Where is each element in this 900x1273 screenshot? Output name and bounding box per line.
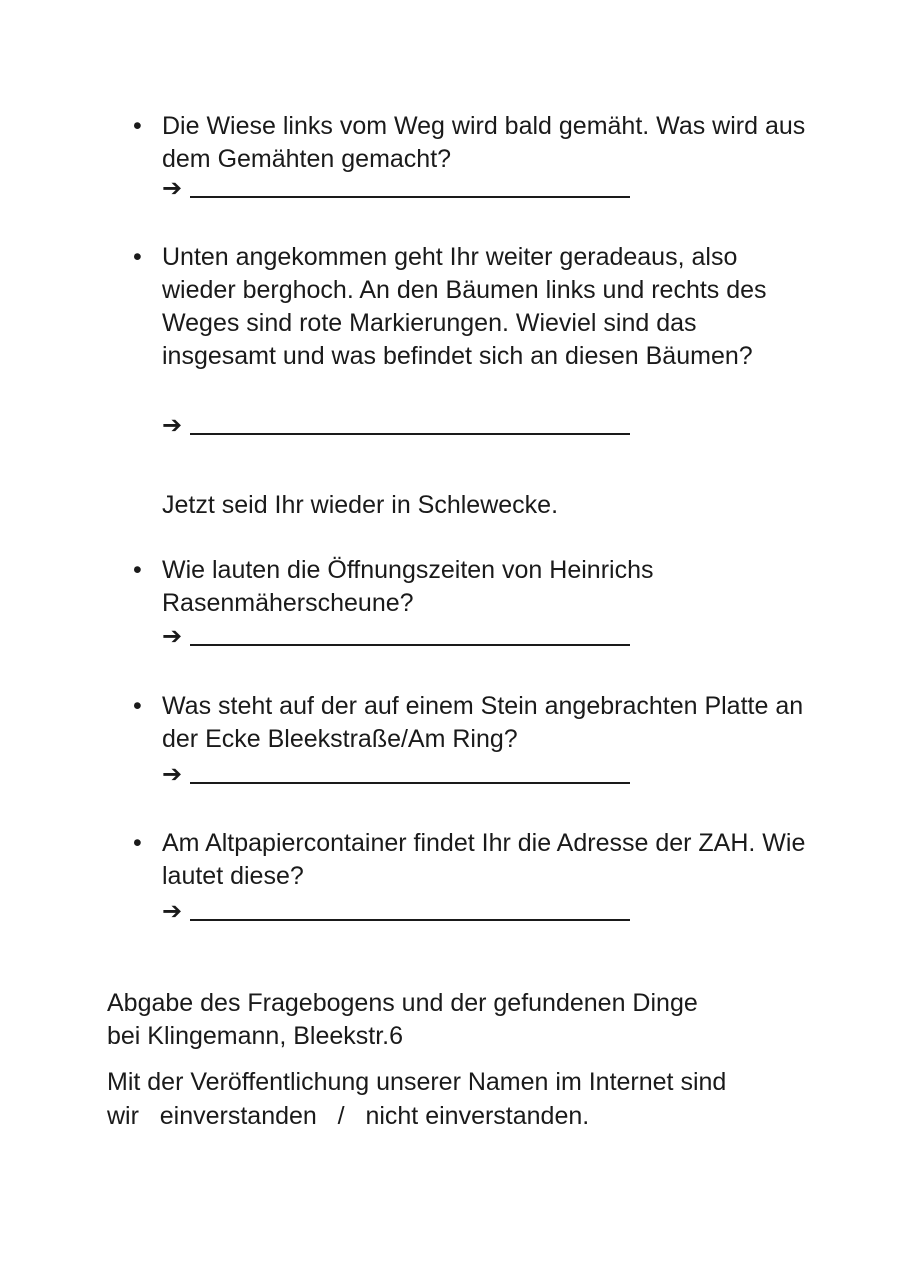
question-text: Wie lauten die Öffnungszeiten von Heinrichs Rasenmäherscheune?: [162, 556, 654, 617]
answer-line-1[interactable]: [162, 174, 632, 207]
blank-line: [190, 782, 630, 784]
answer-line-3[interactable]: [162, 622, 632, 655]
abgabe-line-1: Abgabe des Fragebogens und der gefundenen Dinge: [107, 989, 698, 1017]
blank-line: [190, 644, 630, 646]
question-5: [133, 827, 813, 893]
question-1: [133, 110, 813, 176]
answer-line-2[interactable]: [162, 411, 632, 444]
bullet: •: [133, 243, 142, 271]
question-2: [133, 241, 813, 406]
question-4: [133, 690, 813, 756]
question-3: [133, 554, 813, 620]
question-text: Unten angekommen geht Ihr weiter geradeaus, also wieder berghoch. An den Bäumen links und rechts des Weges sind rote Markierungen. Wieviel sind das insgesamt und was befindet sich an diesen Bäumen?: [162, 243, 767, 370]
consent-line-2[interactable]: wir einverstanden / nicht einverstanden.: [107, 1102, 590, 1130]
arrow-right-icon: ➔: [162, 760, 183, 788]
bullet: •: [133, 692, 142, 720]
question-text: Am Altpapiercontainer findet Ihr die Adresse der ZAH. Wie lautet diese?: [162, 829, 806, 890]
blank-line: [190, 919, 630, 921]
answer-line-5[interactable]: [162, 897, 632, 930]
bullet: •: [133, 556, 142, 584]
bullet: •: [133, 112, 142, 140]
arrow-right-icon: ➔: [162, 411, 183, 439]
consent-line-1: Mit der Veröffentlichung unserer Namen im Internet sind: [107, 1068, 727, 1096]
abgabe-line-2: bei Klingemann, Bleekstr.6: [107, 1022, 404, 1050]
blank-line: [190, 196, 630, 198]
bullet: •: [133, 829, 142, 857]
question-text: Was steht auf der auf einem Stein angebrachten Platte an der Ecke Bleekstraße/Am Ring?: [162, 692, 804, 753]
arrow-right-icon: ➔: [162, 897, 183, 925]
arrow-right-icon: ➔: [162, 622, 183, 650]
blank-line: [190, 433, 630, 435]
answer-line-4[interactable]: [162, 760, 632, 793]
note-schlewecke: Jetzt seid Ihr wieder in Schlewecke.: [162, 491, 559, 519]
arrow-right-icon: ➔: [162, 174, 183, 202]
question-text: Die Wiese links vom Weg wird bald gemäht. Was wird aus dem Gemähten gemacht?: [162, 112, 806, 173]
